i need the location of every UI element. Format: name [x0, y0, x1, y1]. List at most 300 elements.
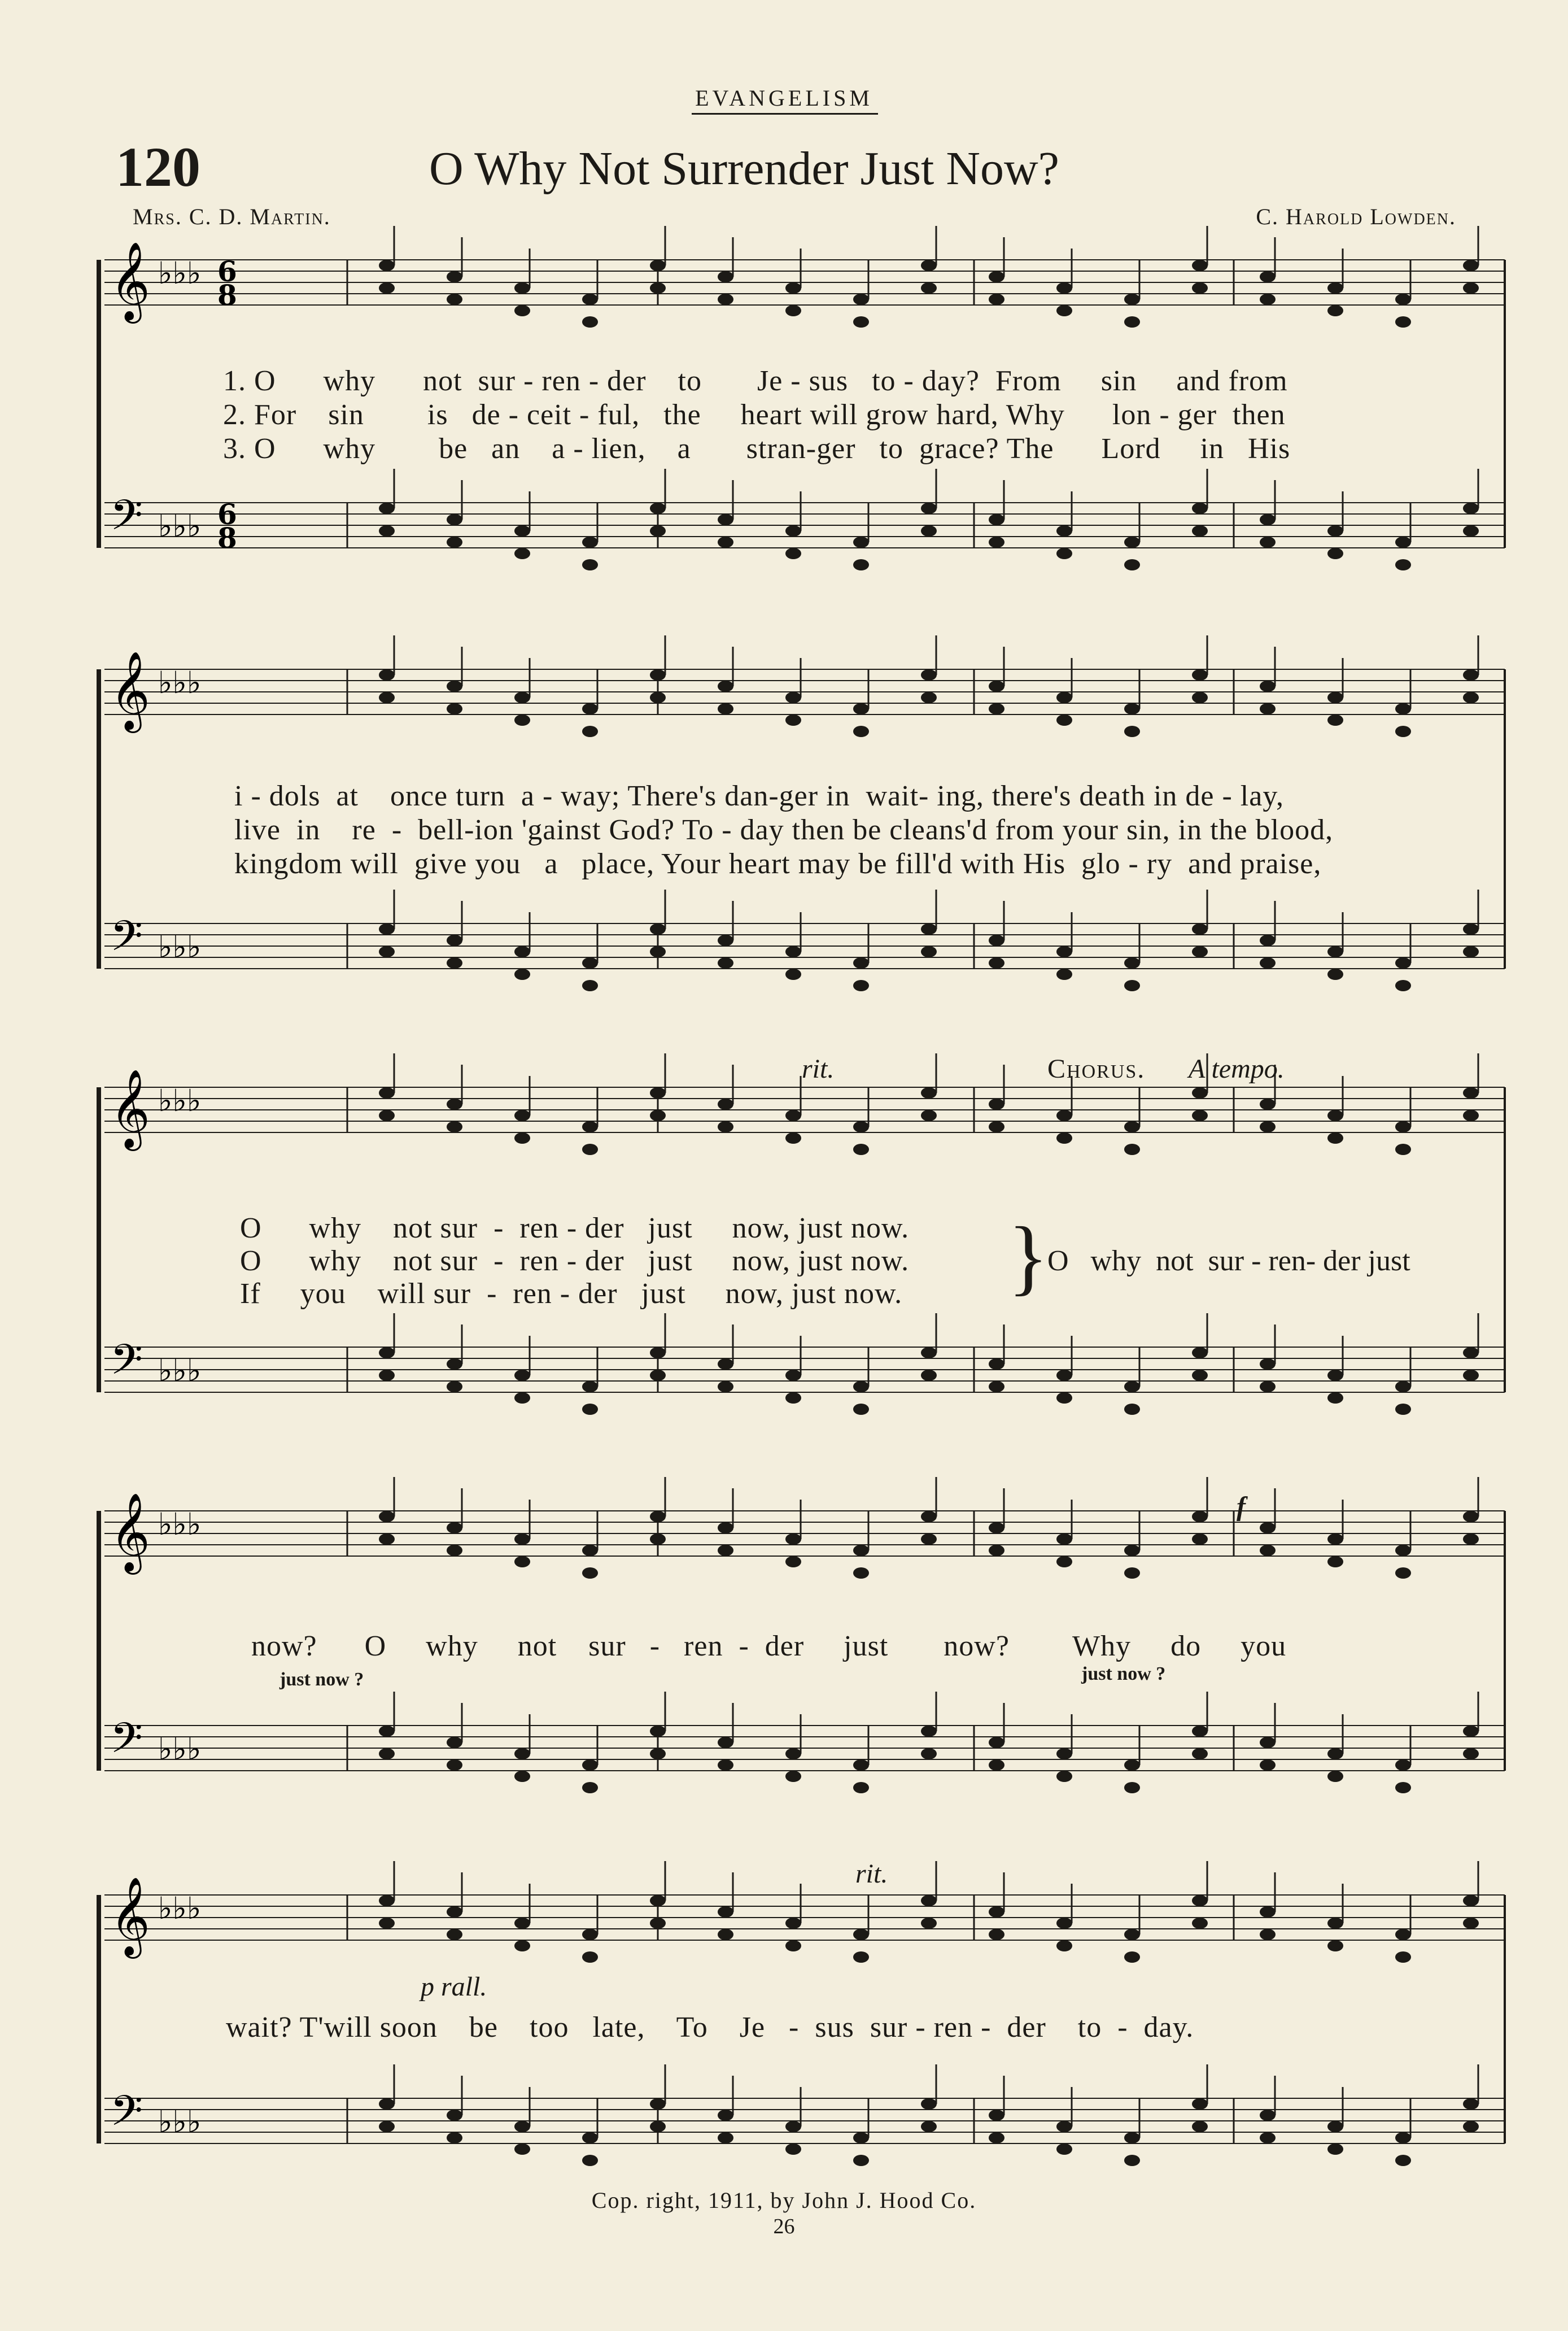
note-head [1260, 271, 1276, 282]
note-head [650, 2121, 666, 2132]
note-head [1327, 1533, 1343, 1545]
key-signature-flats: ♭♭♭ [158, 1731, 202, 1767]
note-head [650, 525, 666, 537]
note-head [1395, 537, 1411, 548]
note-head [1260, 1545, 1276, 1556]
note-head [582, 1404, 598, 1415]
note-head [1124, 1929, 1140, 1940]
note-head [582, 2155, 598, 2166]
note-head [1327, 1940, 1343, 1951]
chorus-label: Chorus. [1047, 1054, 1146, 1084]
note-head [785, 1392, 801, 1404]
note-head [1260, 1929, 1276, 1940]
note-head [1260, 2132, 1276, 2143]
note-head [1056, 1940, 1072, 1951]
note-head [989, 1906, 1004, 1918]
note-head [650, 503, 666, 514]
note-head [1327, 969, 1343, 980]
note-head [1395, 1121, 1411, 1132]
note-head [1192, 1511, 1208, 1522]
note-head [1327, 1132, 1343, 1144]
note-head [1056, 1918, 1072, 1929]
note-head [853, 294, 869, 305]
note-head [1327, 1370, 1343, 1381]
note-head [514, 1392, 530, 1404]
note-head [1192, 946, 1208, 957]
note-head [1463, 1918, 1479, 1929]
music-system-1 [93, 242, 1505, 610]
note-head [447, 1759, 462, 1771]
note-head [718, 1929, 733, 1940]
note-head [853, 1144, 869, 1155]
note-head [1192, 1918, 1208, 1929]
note-head [1192, 1370, 1208, 1381]
note-head [447, 514, 462, 525]
note-head [785, 2121, 801, 2132]
note-head [582, 1121, 598, 1132]
music-system-3 [93, 1054, 1505, 1443]
note-head [650, 1370, 666, 1381]
note-head [1395, 1929, 1411, 1940]
note-head [650, 1895, 666, 1906]
section-heading: EVANGELISM [695, 85, 873, 111]
note-head [1056, 548, 1072, 559]
treble-clef-icon: 𝄞 [110, 1493, 150, 1571]
note-head [718, 537, 733, 548]
note-head [650, 1511, 666, 1522]
note-head [514, 1771, 530, 1782]
key-signature-flats: ♭♭♭ [158, 1890, 202, 1926]
key-signature-flats: ♭♭♭ [158, 1083, 202, 1118]
bass-clef-icon: 𝄢 [110, 912, 143, 971]
lyric-line-verse-2: 2. For sin is de - ceit - ful, the heart will grow hard, Why lon - ger then [223, 399, 1286, 431]
note-head [1463, 503, 1479, 514]
note-head [989, 1759, 1004, 1771]
note-head [921, 1511, 937, 1522]
note-head [718, 1381, 733, 1392]
note-head [514, 1748, 530, 1759]
note-head [379, 1533, 395, 1545]
note-head [1395, 1782, 1411, 1793]
note-head [785, 2143, 801, 2155]
lyric-line-verse-2: O why not sur - ren - der just now, just now. [240, 1245, 910, 1277]
note-head [1395, 980, 1411, 991]
treble-staff [104, 635, 1505, 737]
note-head [1056, 282, 1072, 294]
bass-staff [104, 890, 1505, 991]
note-head [989, 1358, 1004, 1370]
lyricist-credit: Mrs. C. D. Martin. [133, 204, 331, 229]
note-head [650, 260, 666, 271]
note-head [1395, 316, 1411, 328]
note-head [989, 2110, 1004, 2121]
note-head [447, 935, 462, 946]
note-head [1327, 1392, 1343, 1404]
bass-staff [104, 1313, 1505, 1415]
page-number: 26 [773, 2215, 795, 2238]
note-head [1192, 2121, 1208, 2132]
p-rall-marking: p rall. [421, 1972, 487, 2002]
note-head [1327, 1748, 1343, 1759]
note-head [1327, 714, 1343, 726]
note-head [514, 282, 530, 294]
note-head [1463, 1087, 1479, 1099]
note-head [1124, 1121, 1140, 1132]
music-system-5 [93, 1859, 1505, 2183]
note-head [1395, 1144, 1411, 1155]
note-head [1395, 703, 1411, 714]
note-head [1260, 1522, 1276, 1533]
note-head [379, 1748, 395, 1759]
note-head [1260, 1099, 1276, 1110]
note-head [853, 1404, 869, 1415]
note-head [514, 692, 530, 703]
note-head [514, 1110, 530, 1121]
note-head [650, 282, 666, 294]
note-head [1260, 294, 1276, 305]
note-head [785, 1370, 801, 1381]
note-head [921, 282, 937, 294]
note-head [379, 503, 395, 514]
treble-staff [104, 1477, 1505, 1579]
note-head [989, 1099, 1004, 1110]
bass-staff [104, 1692, 1505, 1793]
note-head [1124, 1381, 1140, 1392]
note-head [718, 1522, 733, 1533]
note-head [1124, 2132, 1140, 2143]
note-head [1463, 1726, 1479, 1737]
note-head [1124, 294, 1140, 305]
composer-credit: C. Harold Lowden. [1256, 204, 1456, 229]
note-head [650, 1726, 666, 1737]
a-tempo-marking: A tempo. [1189, 1054, 1285, 1084]
note-head [921, 1347, 937, 1358]
note-head [1124, 1144, 1140, 1155]
note-head [785, 1132, 801, 1144]
note-head [650, 669, 666, 681]
note-head [853, 537, 869, 548]
note-head [582, 2132, 598, 2143]
note-head [989, 957, 1004, 969]
note-head [447, 1737, 462, 1748]
note-head [921, 1370, 937, 1381]
note-head [1327, 1918, 1343, 1929]
key-signature-flats: ♭♭♭ [158, 1506, 202, 1542]
note-head [447, 1099, 462, 1110]
note-head [1192, 1895, 1208, 1906]
note-head [1463, 260, 1479, 271]
note-head [1395, 1567, 1411, 1579]
note-head [1327, 946, 1343, 957]
note-head [379, 1895, 395, 1906]
copyright-notice: Cop. right, 1911, by John J. Hood Co. [591, 2188, 977, 2213]
note-head [1260, 957, 1276, 969]
note-head [447, 1121, 462, 1132]
note-head [1260, 681, 1276, 692]
note-head [650, 1533, 666, 1545]
note-head [447, 1358, 462, 1370]
note-head [379, 260, 395, 271]
note-head [921, 946, 937, 957]
note-head [650, 2098, 666, 2110]
note-head [718, 271, 733, 282]
note-head [1056, 1132, 1072, 1144]
note-head [921, 2098, 937, 2110]
note-head [921, 1533, 937, 1545]
note-head [1124, 1759, 1140, 1771]
treble-clef-icon: 𝄞 [110, 651, 150, 730]
note-head [650, 923, 666, 935]
note-head [989, 1121, 1004, 1132]
note-head [1260, 1737, 1276, 1748]
note-head [1124, 1782, 1140, 1793]
note-head [1395, 2155, 1411, 2166]
note-head [853, 316, 869, 328]
note-head [514, 1918, 530, 1929]
note-head [582, 726, 598, 737]
note-head [718, 703, 733, 714]
music-system-4 [93, 1492, 1505, 1816]
note-head [1192, 1087, 1208, 1099]
note-head [582, 703, 598, 714]
note-head [921, 525, 937, 537]
header-rule [692, 113, 878, 115]
note-head [785, 1533, 801, 1545]
note-head [718, 935, 733, 946]
note-head [1463, 1347, 1479, 1358]
note-head [1192, 669, 1208, 681]
note-head [921, 503, 937, 514]
note-head [1124, 559, 1140, 570]
note-head [1463, 2098, 1479, 2110]
note-head [582, 537, 598, 548]
note-head [1124, 703, 1140, 714]
note-head [447, 1929, 462, 1940]
note-head [1327, 1110, 1343, 1121]
key-signature-flats: ♭♭♭ [158, 929, 202, 965]
note-head [921, 923, 937, 935]
note-head [514, 2143, 530, 2155]
note-head [514, 969, 530, 980]
note-head [921, 260, 937, 271]
note-head [447, 294, 462, 305]
note-head [379, 1370, 395, 1381]
note-head [1395, 1404, 1411, 1415]
note-head [989, 1929, 1004, 1940]
note-head [650, 1347, 666, 1358]
note-head [853, 957, 869, 969]
note-head [582, 1567, 598, 1579]
note-head [1056, 1370, 1072, 1381]
note-head [785, 1556, 801, 1567]
key-signature-flats: ♭♭♭ [158, 1353, 202, 1388]
note-head [853, 980, 869, 991]
note-head [1260, 1759, 1276, 1771]
note-head [989, 294, 1004, 305]
note-head [989, 271, 1004, 282]
note-head [785, 305, 801, 316]
note-head [1056, 1556, 1072, 1567]
note-head [718, 1545, 733, 1556]
note-head [514, 714, 530, 726]
note-head [379, 2098, 395, 2110]
note-head [785, 969, 801, 980]
key-signature-flats: ♭♭♭ [158, 255, 202, 291]
note-head [650, 1918, 666, 1929]
note-head [718, 681, 733, 692]
note-head [1192, 525, 1208, 537]
treble-clef-icon: 𝄞 [110, 1069, 150, 1148]
note-head [1327, 305, 1343, 316]
lyric-line-verse-1: 1. O why not sur - ren - der to Je - sus to - day? From sin and from [223, 365, 1288, 397]
note-head [989, 514, 1004, 525]
note-head [1056, 2121, 1072, 2132]
note-head [1192, 923, 1208, 935]
note-head [447, 703, 462, 714]
hymn-title: O Why Not Surrender Just Now? [429, 142, 1059, 195]
note-head [785, 946, 801, 957]
bass-clef-icon: 𝄢 [110, 491, 143, 550]
note-head [718, 294, 733, 305]
bass-clef-icon: 𝄢 [110, 2086, 143, 2146]
echo-lyric-1: just now ? [279, 1669, 364, 1690]
note-head [1395, 1545, 1411, 1556]
note-head [1192, 503, 1208, 514]
note-head [1327, 2143, 1343, 2155]
note-head [582, 1381, 598, 1392]
time-signature-top: 6 [217, 255, 237, 288]
note-head [1056, 692, 1072, 703]
note-head [1463, 692, 1479, 703]
note-head [1124, 957, 1140, 969]
note-head [379, 282, 395, 294]
note-head [718, 957, 733, 969]
note-head [582, 1951, 598, 1963]
treble-staff [104, 1861, 1505, 1963]
note-head [1260, 935, 1276, 946]
note-head [447, 271, 462, 282]
note-head [447, 2110, 462, 2121]
note-head [447, 957, 462, 969]
note-head [514, 2121, 530, 2132]
note-head [718, 2110, 733, 2121]
note-head [1463, 282, 1479, 294]
bass-clef-icon: 𝄢 [110, 1335, 143, 1395]
note-head [853, 726, 869, 737]
note-head [1124, 537, 1140, 548]
note-head [989, 1737, 1004, 1748]
note-head [921, 1726, 937, 1737]
note-head [379, 669, 395, 681]
note-head [1056, 1392, 1072, 1404]
note-head [785, 1748, 801, 1759]
note-head [447, 537, 462, 548]
note-head [1327, 1556, 1343, 1567]
note-head [582, 559, 598, 570]
note-head [785, 282, 801, 294]
note-head [853, 1759, 869, 1771]
note-head [1395, 294, 1411, 305]
note-head [718, 1759, 733, 1771]
note-head [379, 946, 395, 957]
note-head [785, 548, 801, 559]
note-head [514, 1940, 530, 1951]
time-signature-bottom: 8 [217, 521, 237, 555]
note-head [1395, 559, 1411, 570]
note-head [447, 1545, 462, 1556]
lyric-line-verse-1: O why not sur - ren - der just now, just now. [240, 1212, 910, 1244]
key-signature-flats: ♭♭♭ [158, 665, 202, 700]
time-signature-top: 6 [217, 498, 237, 531]
note-head [582, 294, 598, 305]
note-head [1260, 514, 1276, 525]
note-head [379, 1347, 395, 1358]
note-head [989, 681, 1004, 692]
note-head [1124, 1545, 1140, 1556]
note-head [989, 703, 1004, 714]
note-head [1395, 2132, 1411, 2143]
note-head [1192, 1748, 1208, 1759]
note-head [921, 1748, 937, 1759]
note-head [582, 1545, 598, 1556]
note-head [582, 1759, 598, 1771]
hymn-number: 120 [116, 136, 200, 198]
note-head [1260, 1381, 1276, 1392]
note-head [650, 692, 666, 703]
note-head [1124, 980, 1140, 991]
note-head [718, 1121, 733, 1132]
note-head [989, 2132, 1004, 2143]
treble-clef-icon: 𝄞 [110, 1877, 150, 1955]
note-head [1056, 969, 1072, 980]
note-head [1056, 1771, 1072, 1782]
rit-marking: rit. [855, 1859, 888, 1889]
note-head [1056, 1533, 1072, 1545]
note-head [989, 1522, 1004, 1533]
bass-clef-icon: 𝄢 [110, 1714, 143, 1773]
note-head [1056, 946, 1072, 957]
lyric-line-verse-2: live in re - bell-ion 'gainst God? To - day then be cleans'd from your sin, in the blood, [234, 814, 1334, 846]
note-head [1192, 2098, 1208, 2110]
note-head [853, 1567, 869, 1579]
note-head [650, 1748, 666, 1759]
note-head [853, 1951, 869, 1963]
note-head [785, 692, 801, 703]
note-head [921, 692, 937, 703]
note-head [1056, 1748, 1072, 1759]
note-head [514, 548, 530, 559]
note-head [379, 1087, 395, 1099]
note-head [379, 1918, 395, 1929]
note-head [582, 980, 598, 991]
forte-marking: f [1237, 1492, 1246, 1522]
note-head [582, 957, 598, 969]
note-head [514, 1556, 530, 1567]
note-head [1124, 1404, 1140, 1415]
time-signature-bottom: 8 [217, 278, 237, 312]
treble-clef-icon: 𝄞 [110, 242, 150, 320]
note-head [1463, 1895, 1479, 1906]
note-head [1260, 1121, 1276, 1132]
note-head [1395, 726, 1411, 737]
note-head [1463, 669, 1479, 681]
note-head [1056, 714, 1072, 726]
note-head [514, 946, 530, 957]
note-head [1260, 1358, 1276, 1370]
note-head [582, 1929, 598, 1940]
note-head [1463, 1110, 1479, 1121]
note-head [447, 1522, 462, 1533]
